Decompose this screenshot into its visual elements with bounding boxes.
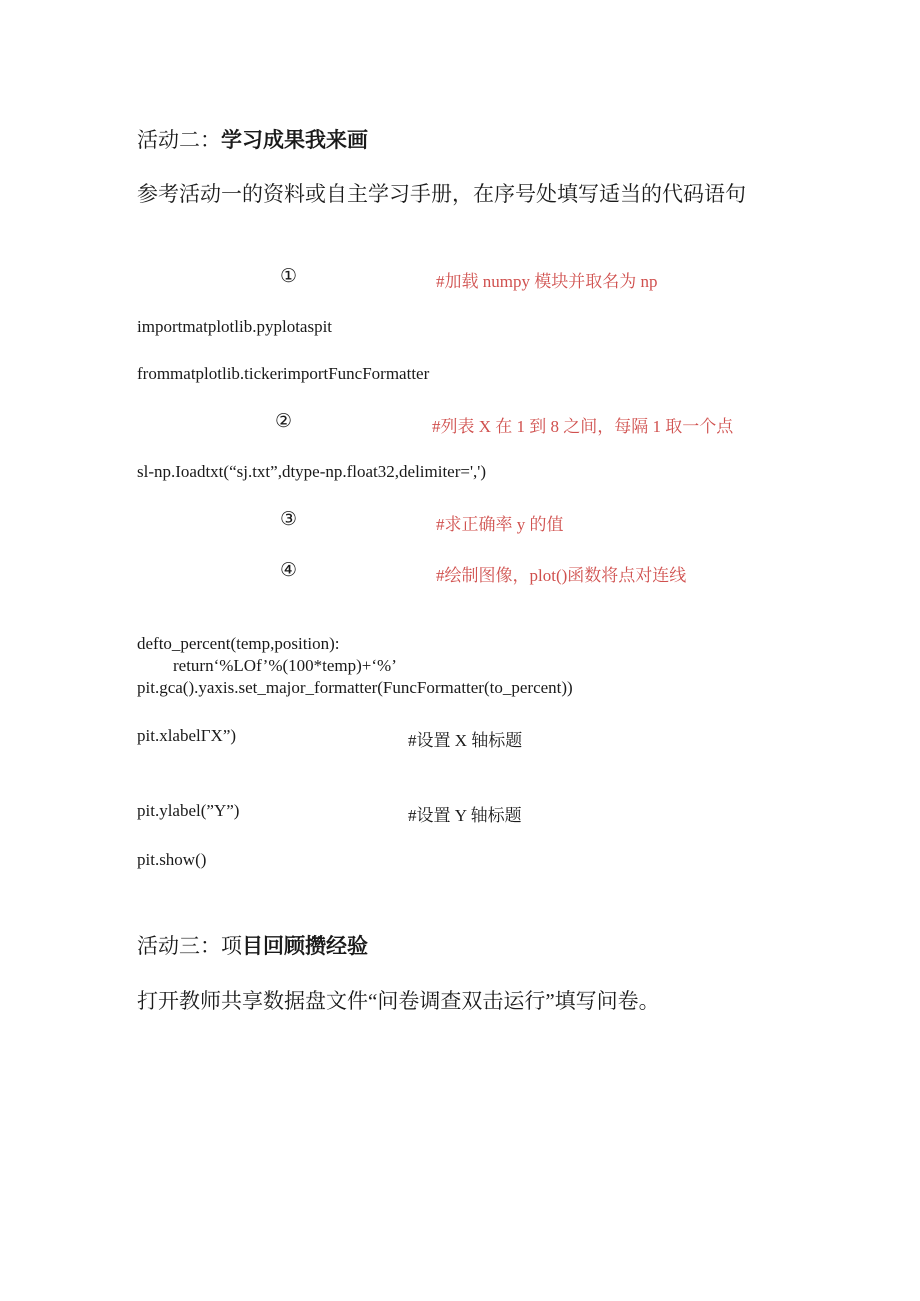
activity2-heading bbox=[137, 124, 368, 154]
code-xlabel: pit.xlabelΓX”) bbox=[137, 726, 237, 745]
ylabel-comment: #设置 Y 轴标题 bbox=[408, 806, 522, 825]
activity3-prefix: 活动三：项 bbox=[137, 934, 242, 958]
blank-1-marker: ① bbox=[280, 266, 298, 287]
code-def: defto_percent(temp,position): bbox=[137, 634, 340, 653]
code-import-pyplot: importmatplotlib.pyplotaspit bbox=[137, 317, 333, 336]
blank-2-marker: ② bbox=[275, 411, 293, 432]
activity2-instruction: 参考活动一的资料或自主学习手册，在序号处填写适当的代码语句 bbox=[137, 182, 746, 206]
activity2-title: 学习成果我来画 bbox=[221, 128, 368, 152]
xlabel-comment: #设置 X 轴标题 bbox=[408, 731, 523, 750]
blank-4-marker: ④ bbox=[280, 560, 298, 581]
activity3-title: 目回顾攒经验 bbox=[242, 934, 368, 958]
blank-3-marker: ③ bbox=[280, 509, 298, 530]
activity3-heading bbox=[137, 930, 368, 960]
blank-2-comment: #列表 X 在 1 到 8 之间，每隔 1 取一个点 bbox=[432, 417, 734, 436]
blank-3-comment: #求正确率 y 的值 bbox=[436, 515, 564, 534]
code-loadtxt: sl-np.Ioadtxt(“sj.txt”,dtype-np.float32,delimiter=',') bbox=[137, 462, 487, 481]
blank-1-comment: #加载 numpy 模块并取名为 np bbox=[436, 272, 658, 291]
code-show: pit.show() bbox=[137, 850, 207, 869]
activity3-instruction: 打开教师共享数据盘文件“问卷调查双击运行”填写问卷。 bbox=[137, 989, 660, 1013]
code-ylabel: pit.ylabel(”Y”) bbox=[137, 801, 240, 820]
blank-4-comment: #绘制图像，plot()函数将点对连线 bbox=[436, 566, 687, 585]
code-return: return‘%LOf’%(100*temp)+‘%’ bbox=[173, 656, 397, 675]
activity2-prefix: 活动二： bbox=[137, 128, 221, 152]
code-import-formatter: frommatplotlib.tickerimportFuncFormatter bbox=[137, 364, 430, 383]
code-set-formatter: pit.gca().yaxis.set_major_formatter(FuncFormatter(to_percent)) bbox=[137, 678, 573, 697]
